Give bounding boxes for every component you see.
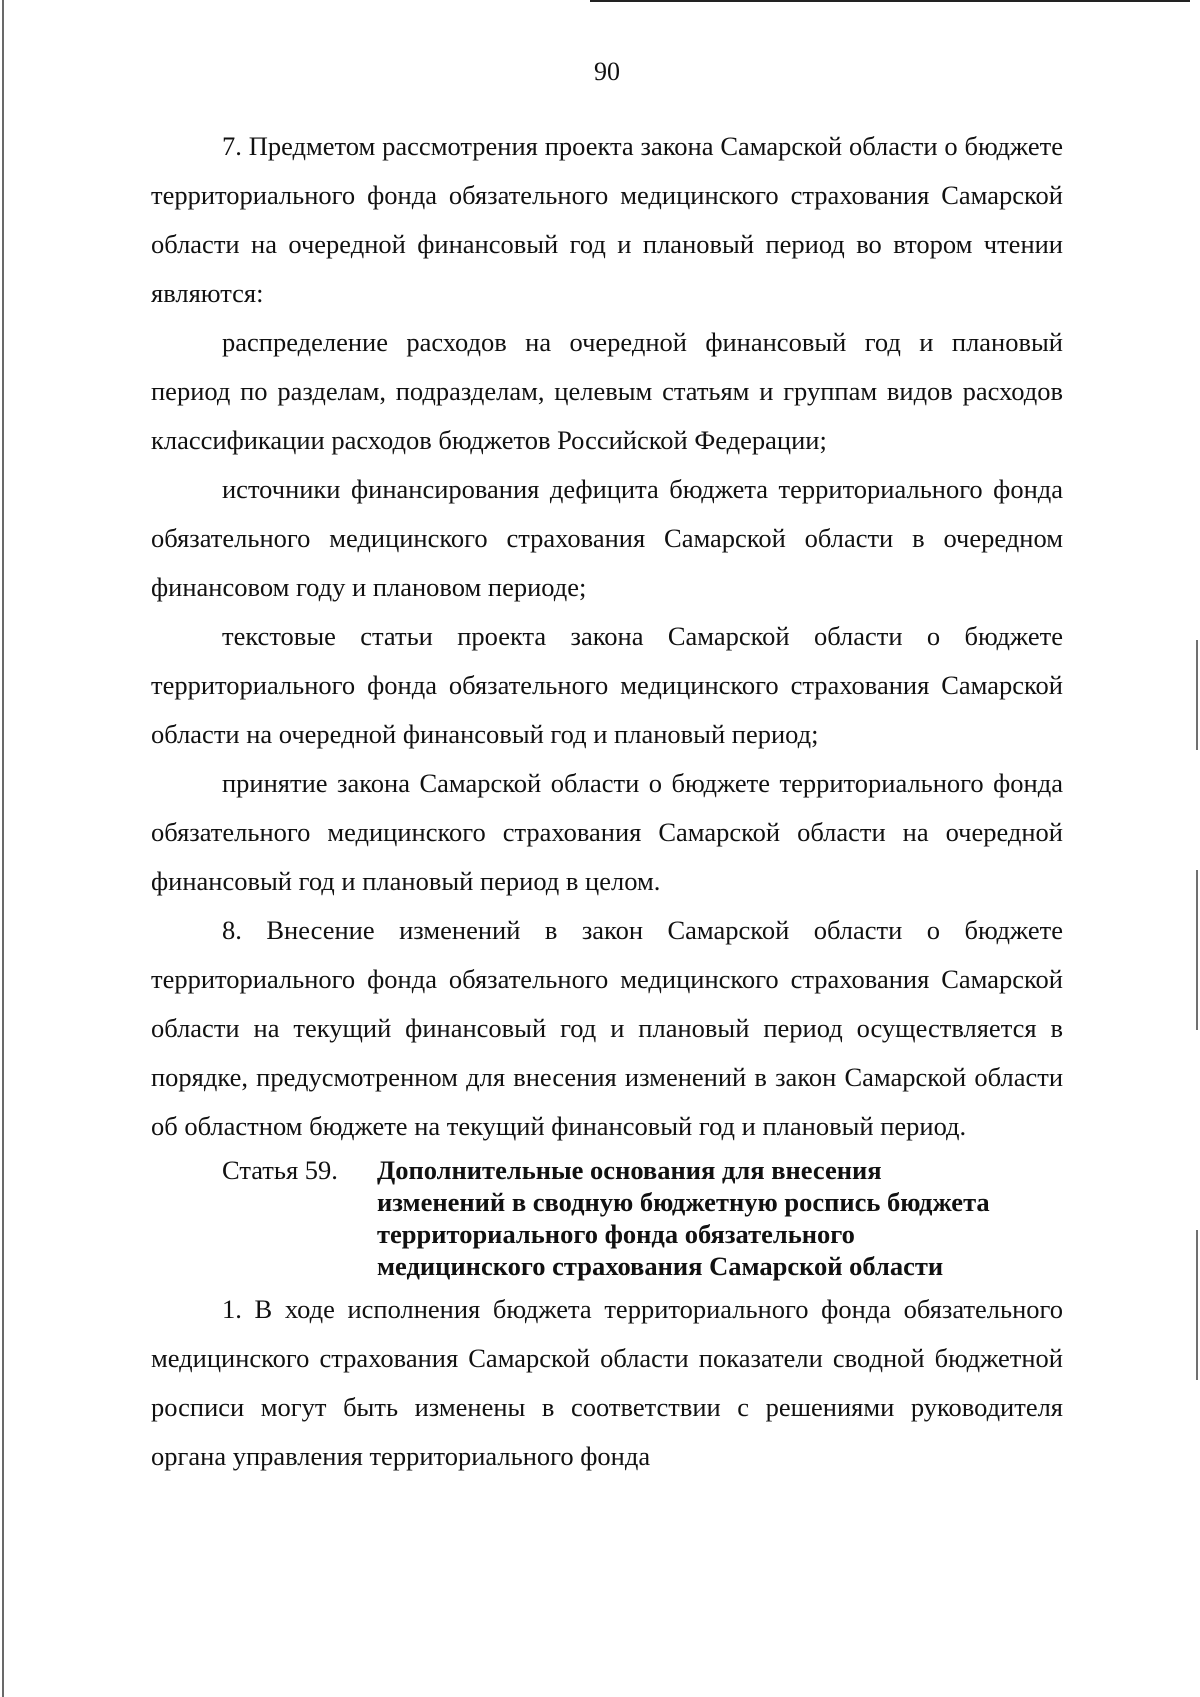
article-number: Статья 59. <box>222 1155 338 1185</box>
article-title-line: Дополнительные основания для внесения <box>377 1155 882 1185</box>
paragraph: текстовые статьи проекта закона Самарской области о бюджете территориального фонда обязательного медицинского страхования Самарской области на очередной финансовый год и плановый период; <box>151 621 1063 749</box>
scan-edge-line <box>1196 1230 1198 1380</box>
paragraph: 7. Предметом рассмотрения проекта закона Самарской области о бюджете территориального фонда обязательного медицинского страхования Самарской области на очередной финансовый год и плановый период во втором чтении являются: <box>151 131 1063 308</box>
paragraph: 1. В ходе исполнения бюджета территориального фонда обязательного медицинского страхования Самарской области показатели сводной бюджетной росписи могут быть изменены в соответствии с решениями руководителя органа управления территориального фонда <box>151 1294 1063 1471</box>
paragraph: источники финансирования дефицита бюджета территориального фонда обязательного медицинского страхования Самарской области в очередном финансовом году и плановом периоде; <box>151 474 1063 602</box>
scan-edge-line <box>2 0 4 1697</box>
paragraph: принятие закона Самарской области о бюджете территориального фонда обязательного медицинского страхования Самарской области на очередной финансовый год и плановый период в целом. <box>151 768 1063 896</box>
article-heading <box>151 1154 1063 1282</box>
article-title-line: территориального фонда обязательного <box>377 1219 855 1249</box>
article-title-line: изменений в сводную бюджетную роспись бюджета <box>377 1187 990 1217</box>
document-body <box>151 122 1063 1481</box>
paragraph: распределение расходов на очередной финансовый год и плановый период по разделам, подразделам, целевым статьям и группам видов расходов классификации расходов бюджетов Российской Федерации; <box>151 327 1063 455</box>
page-number: 90 <box>594 57 620 86</box>
scan-edge-line <box>590 0 1190 2</box>
article-title <box>377 1154 1063 1282</box>
scan-edge-line <box>1196 640 1198 750</box>
paragraph: 8. Внесение изменений в закон Самарской области о бюджете территориального фонда обязательного медицинского страхования Самарской области на текущий финансовый год и плановый период осуществляется в порядке, предусмотренном для внесения изменений в закон Самарской области об областном бюджете на текущий финансовый год и плановый период. <box>151 915 1063 1141</box>
article-title-line: медицинского страхования Самарской области <box>377 1251 944 1281</box>
scan-edge-line <box>1196 870 1198 1030</box>
